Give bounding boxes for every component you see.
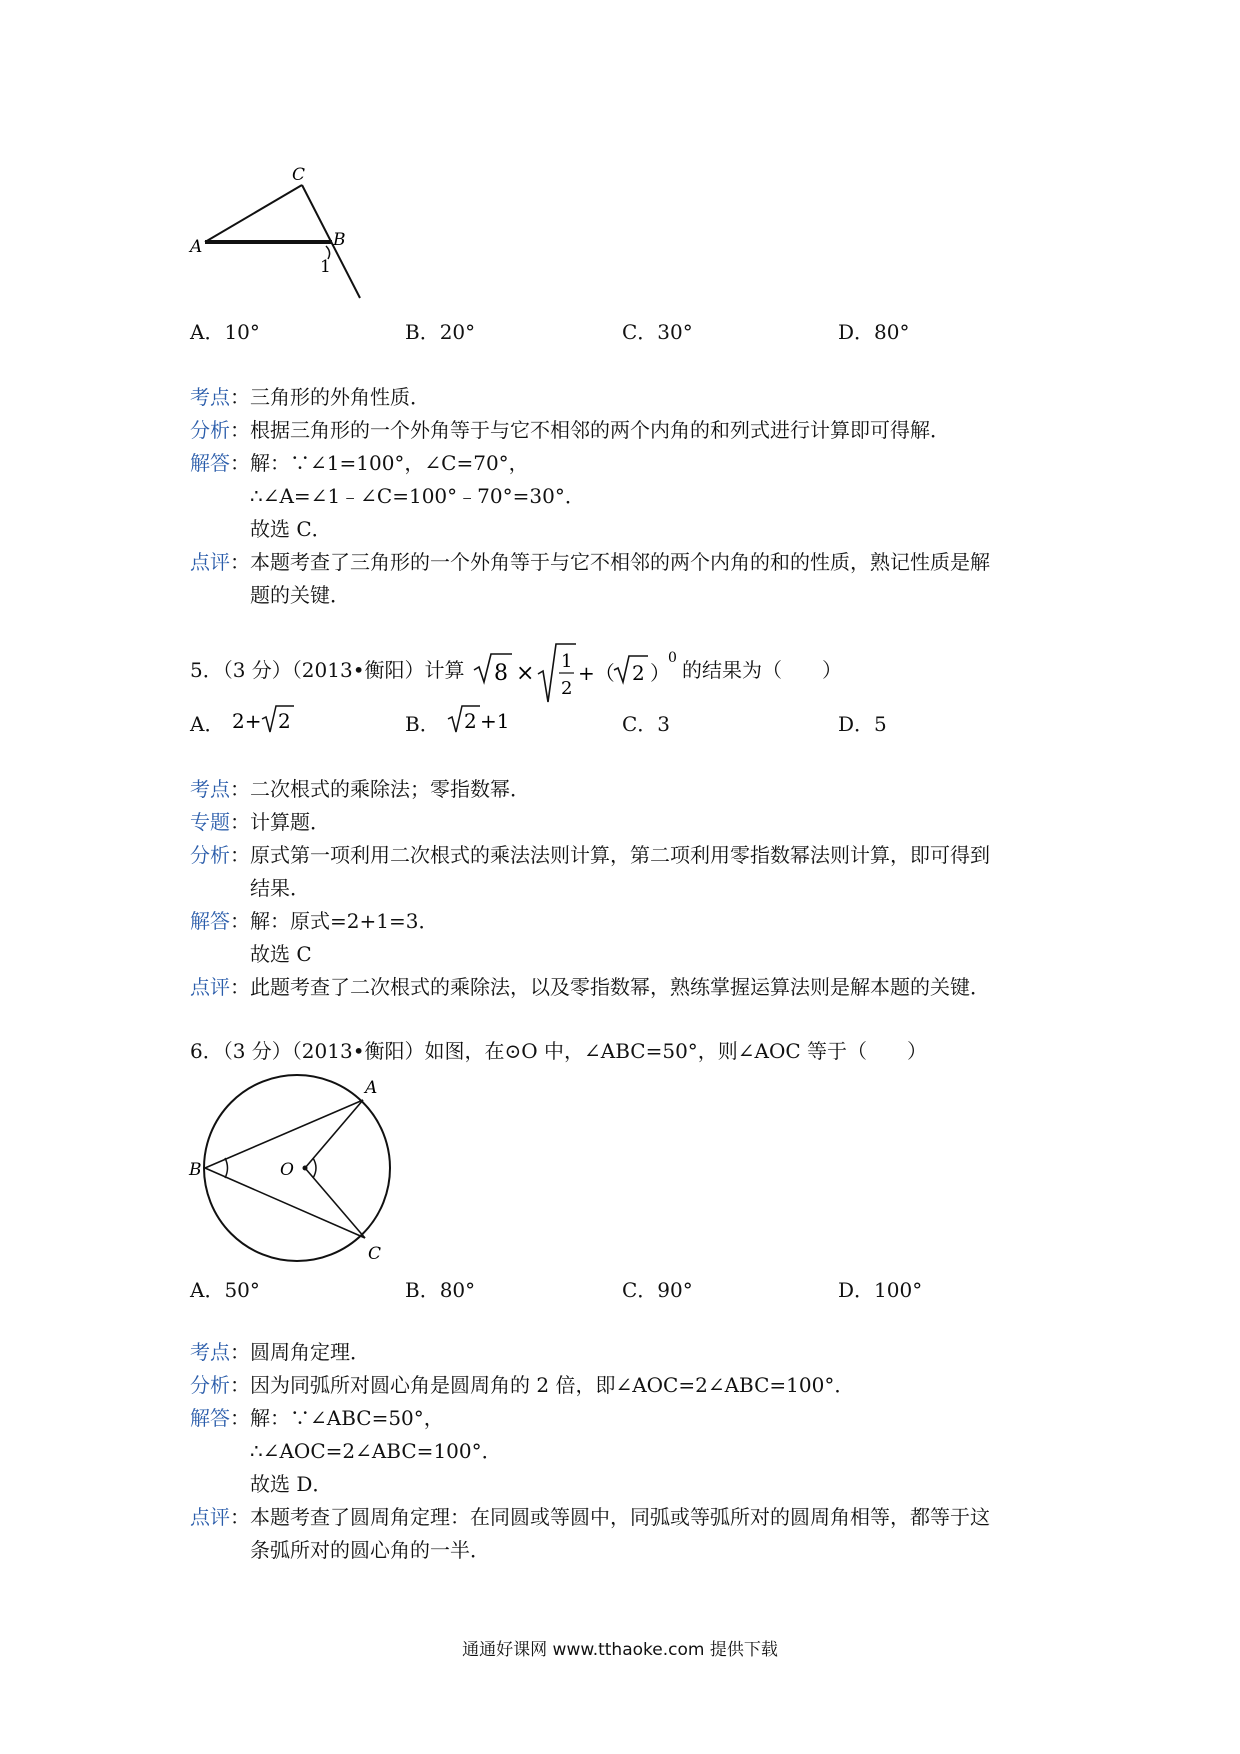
sqrt-2-radicand: 2	[632, 661, 645, 685]
q5-option-d: D．5	[838, 712, 887, 736]
triangle-figure	[180, 160, 380, 310]
q5-option-c: C．3	[622, 712, 671, 736]
q5-option-a-expr	[232, 700, 302, 740]
label-o: O	[280, 1160, 294, 1180]
plus-paren: +（	[578, 661, 615, 685]
q6-jieda-line2: ∴∠AOC=2∠ABC=100°．	[250, 1439, 502, 1463]
svg-text:2: 2	[464, 709, 477, 733]
q5-stem-suffix: 的结果为（ ）	[682, 658, 842, 682]
q5-option-b: B．	[405, 712, 440, 736]
sqrt-8-radicand: 8	[494, 661, 508, 686]
frac-denominator: 2	[561, 678, 573, 699]
q5-expression	[472, 640, 682, 706]
q6-option-a: A．50°	[190, 1278, 260, 1302]
q6-dianping: 点评：本题考查了圆周角定理：在同圆或等圆中，同弧或等弧所对的圆周角相等，都等于这	[190, 1505, 990, 1529]
exponent-zero: 0	[668, 650, 677, 666]
label-b: B	[189, 1160, 202, 1180]
q5-fenxi: 分析：原式第一项利用二次根式的乘法法则计算，第二项利用零指数幂法则计算，即可得到	[190, 843, 990, 867]
svg-text:2+: 2+	[232, 709, 262, 733]
q6-stem: 6．（3 分）（2013•衡阳）如图，在⊙O 中，∠ABC=50°，则∠AOC 等于（ ）	[190, 1039, 928, 1063]
q4-jieda: 解答：解：∵∠1=100°，∠C=70°，	[190, 451, 529, 475]
label-angle-1: 1	[320, 257, 331, 277]
q4-kaodian: 考点：三角形的外角性质．	[190, 385, 430, 409]
q4-option-c: C．30°	[622, 320, 693, 344]
q5-jieda-line2: 故选 C	[250, 942, 312, 966]
q5-dianping: 点评：此题考查了二次根式的乘除法，以及零指数幂，熟练掌握运算法则是解本题的关键．	[190, 975, 990, 999]
svg-text:2: 2	[278, 709, 291, 733]
q6-jieda-line3: 故选 D．	[250, 1472, 333, 1496]
q6-option-c: C．90°	[622, 1278, 693, 1302]
q5-zhuanti: 专题：计算题．	[190, 810, 330, 834]
circle-figure	[185, 1065, 410, 1270]
q4-option-b: B．20°	[405, 320, 476, 344]
q6-option-d: D．100°	[838, 1278, 923, 1302]
q6-option-b: B．80°	[405, 1278, 476, 1302]
q4-fenxi: 分析：根据三角形的一个外角等于与它不相邻的两个内角的和列式进行计算即可得解．	[190, 418, 950, 442]
q4-option-a: A．10°	[190, 320, 260, 344]
times-sign: ×	[516, 661, 535, 686]
q4-dianping-line2: 题的关键．	[250, 583, 350, 607]
q4-jieda-line2: ∴∠A=∠1﹣∠C=100°﹣70°=30°．	[250, 484, 585, 508]
q5-option-a: A．	[190, 712, 225, 736]
q4-dianping: 点评：本题考查了三角形的一个外角等于与它不相邻的两个内角的和的性质，熟记性质是解	[190, 550, 990, 574]
q5-fenxi-line2: 结果．	[250, 876, 310, 900]
q6-dianping-line2: 条弧所对的圆心角的一半．	[250, 1538, 490, 1562]
q6-kaodian: 考点：圆周角定理．	[190, 1340, 370, 1364]
page-footer: 通通好课网 www.tthaoke.com 提供下载	[462, 1640, 778, 1660]
q6-fenxi: 分析：因为同弧所对圆心角是圆周角的 2 倍，即∠AOC=2∠ABC=100°．	[190, 1373, 855, 1397]
q5-kaodian: 考点：二次根式的乘除法；零指数幂．	[190, 777, 530, 801]
q4-jieda-line3: 故选 C．	[250, 517, 332, 541]
q5-stem-prefix: 5．（3 分）（2013•衡阳）计算	[190, 658, 465, 682]
close-paren: ）	[650, 661, 670, 685]
label-b: B	[333, 230, 346, 250]
q5-option-b-expr	[446, 700, 516, 740]
label-c: C	[292, 165, 306, 185]
q6-jieda: 解答：解：∵∠ABC=50°，	[190, 1406, 444, 1430]
q4-option-d: D．80°	[838, 320, 910, 344]
label-a: A	[365, 1078, 378, 1098]
frac-numerator: 1	[561, 651, 573, 672]
label-a: A	[190, 237, 203, 257]
label-c: C	[368, 1244, 382, 1264]
q5-jieda: 解答：解：原式=2+1=3．	[190, 909, 439, 933]
svg-text:+1: +1	[480, 709, 510, 733]
